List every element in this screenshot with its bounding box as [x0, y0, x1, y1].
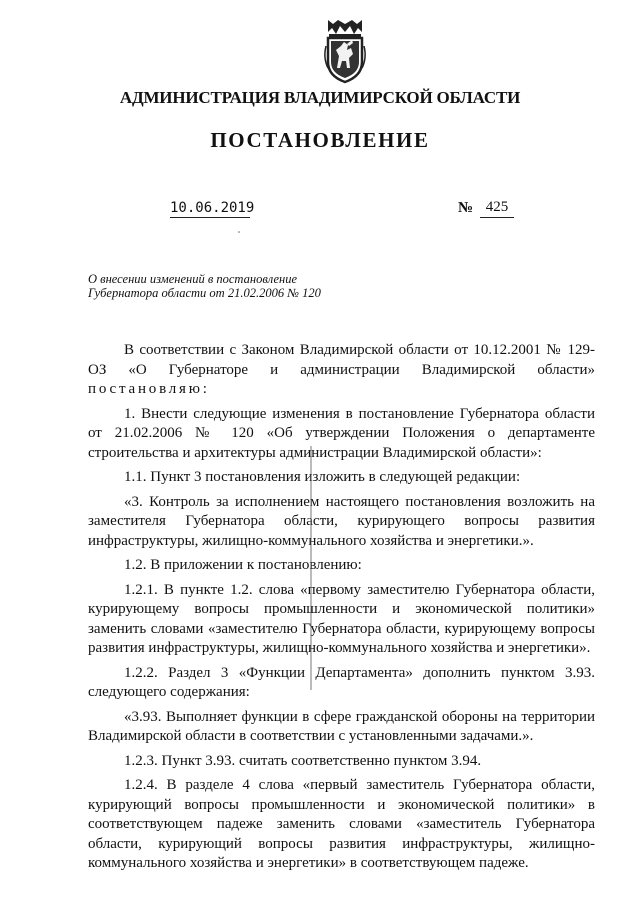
item-1-2-2-text: «3.93. Выполняет функции в сфере гражданской обороны на территории Владимирской области в соответствии с установленными задачами.».: [88, 708, 595, 744]
preamble-action: постановляю:: [88, 381, 210, 397]
document-date: 10.06.2019: [170, 200, 255, 216]
preamble-paragraph: [88, 341, 595, 400]
scan-dot: [238, 231, 240, 233]
item-1: 1. Внести следующие изменения в постановление Губернатора области от 21.02.2006 № 120 «Об утверждении Положения о департаменте строительства и архитектуры администрации Владимирской области»:: [88, 405, 595, 461]
document-body: [88, 341, 595, 874]
item-1-2: 1.2. В приложении к постановлению:: [124, 557, 362, 573]
coat-of-arms-emblem: [322, 18, 368, 84]
item-1-1-text: «3. Контроль за исполнением настоящего постановления возложить на заместителя Губернатора области, курирующего вопросы развития инфраструктуры, жилищно-коммунального хозяйства и энергетики.».: [88, 493, 595, 549]
item-1-1: 1.1. Пункт 3 постановления изложить в следующей редакции:: [124, 469, 521, 485]
document-subject: [88, 272, 321, 300]
organization-name: АДМИНИСТРАЦИЯ ВЛАДИМИРСКОЙ ОБЛАСТИ: [119, 88, 521, 107]
subject-line-2: Губернатора области от 21.02.2006 № 120: [88, 286, 321, 300]
item-1-2-2: 1.2.2. Раздел 3 «Функции Департамента» дополнить пунктом 3.93. следующего содержания:: [88, 664, 595, 700]
item-1-2-3: 1.2.3. Пункт 3.93. считать соответственно пунктом 3.94.: [124, 752, 482, 769]
document-number: 425: [480, 199, 514, 218]
item-1-2-1: 1.2.1. В пункте 1.2. слова «первому заместителю Губернатора области, курирующему вопросы промышленности и экономической политики» заменить словами «заместителю Губернатора области, курирующему вопросы развития инфраструктуры, жилищно-коммунального хозяйства и энергетики».: [88, 581, 595, 656]
document-title: ПОСТАНОВЛЕНИЕ: [210, 128, 430, 152]
item-1-2-4: 1.2.4. В разделе 4 слова «первый заместитель Губернатора области, курирующий вопросы промышленности и экономической политики» в соответствующем падеже заменить словами «заместитель Губернатора области, курирующий вопросы развития инфраструктуры, жилищно-коммунального хозяйства и энергетики» в соответствующем падеже.: [88, 777, 595, 871]
number-sign: №: [458, 200, 474, 216]
subject-line-1: О внесении изменений в постановление: [88, 272, 298, 286]
preamble-text: В соответствии с Законом Владимирской области от 10.12.2001 № 129-ОЗ «О Губернаторе и администрации Владимирской области»: [88, 342, 595, 378]
